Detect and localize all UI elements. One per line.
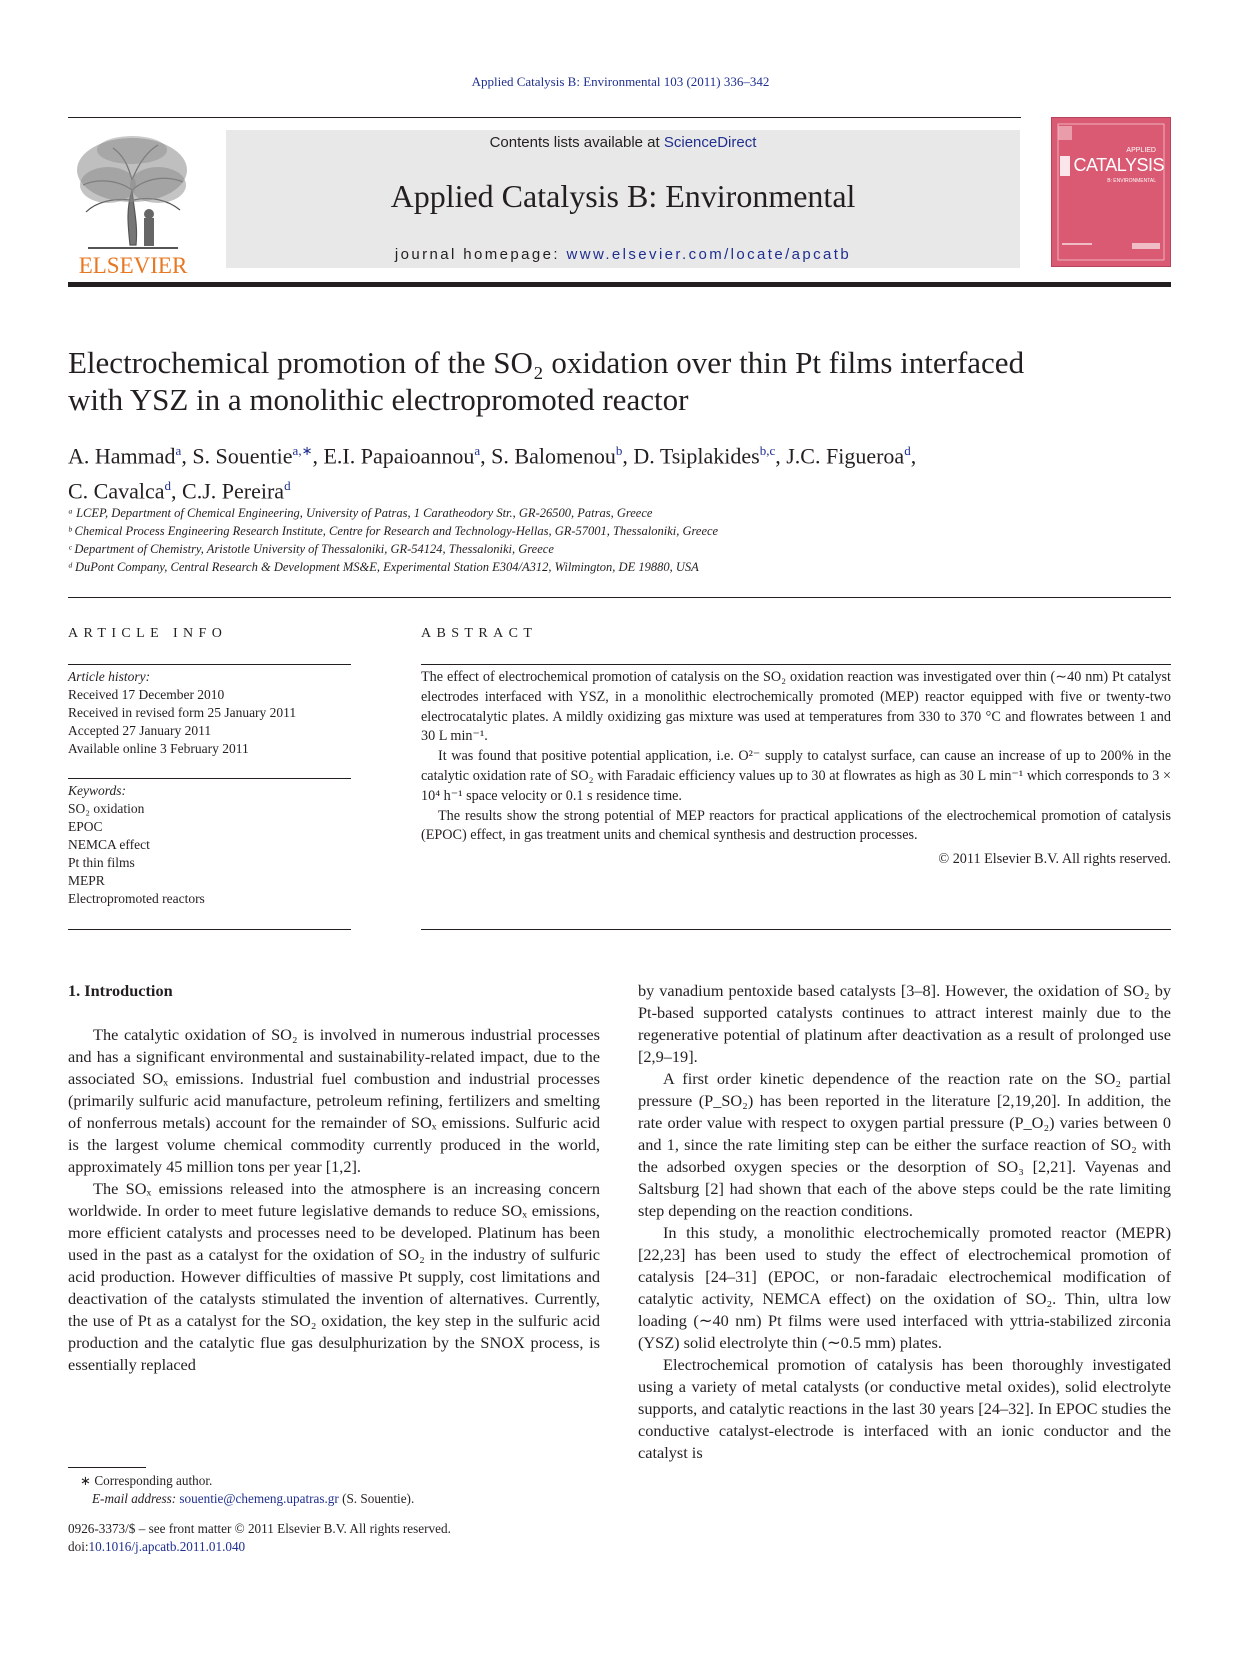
cover-top-text: APPLIED <box>1126 147 1156 154</box>
affiliations-rule <box>68 597 1171 598</box>
article-info-rule <box>68 664 351 665</box>
affiliation: ᵇ Chemical Process Engineering Research Institute, Centre for Research and Technology-Hellas, GR-57001, Thessaloniki, Greece <box>68 524 719 538</box>
email-label: E-mail address: <box>92 1491 180 1506</box>
abstract-rule <box>421 664 1171 665</box>
journal-banner <box>226 130 1020 268</box>
abstract-copyright: © 2011 Elsevier B.V. All rights reserved. <box>938 851 1171 868</box>
homepage-label: journal homepage: <box>394 246 567 263</box>
keywords-rule <box>68 778 351 779</box>
author-name: J.C. Figueroa <box>786 443 905 469</box>
affiliations <box>68 504 1168 576</box>
homepage-link[interactable]: www.elsevier.com/locate/apcatb <box>566 246 852 263</box>
affiliation: ᵈ DuPont Company, Central Research & Development MS&E, Experimental Station E304/A312, Wilmington, DE 19880, USA <box>68 560 699 574</box>
elsevier-logo <box>68 130 198 280</box>
article-title <box>68 344 1168 418</box>
body-column-right <box>638 980 1171 1464</box>
contents-line <box>226 134 1020 151</box>
header-thick-rule <box>68 282 1171 287</box>
body-paragraph: The catalytic oxidation of SO₂ is involved in numerous industrial processes and has a significant environmental and sustainability-related impact, due to the associated SOₓ emissions. Industrial fuel combustion and industrial processes (primarily sulfuric acid manufacture, petroleum refining, fertilizers and smelting of nonferrous metals) account for the remainder of SOₓ emissions. Sulfuric acid is the largest volume chemical commodity currently produced in the world, approximately 45 million tons per year [1,2]. <box>68 1025 600 1176</box>
journal-title: Applied Catalysis B: Environmental <box>390 178 856 214</box>
abstract-paragraph: The effect of electrochemical promotion of catalysis on the SO₂ oxidation reaction was investigated over thin (∼40 nm) Pt catalyst electrodes interfaced with YSZ, in a monolithic electrochemically promoted (MEP) reactor equipped with five or twenty-two electrocatalytic plates. A mildly oxidizing gas mixture was used at temperatures from 330 to 370 °C and flowrates between 1 and 30 L min⁻¹. <box>421 669 1171 745</box>
contents-prefix: Contents lists available at <box>489 134 664 151</box>
body-paragraph: by vanadium pentoxide based catalysts [3–8]. However, the oxidation of SO₂ by Pt-based supported catalysts continues to attract interest mainly due to the regenerative potential of platinum after deactivation as a result of prolonged use [2,9–19]. <box>638 981 1171 1066</box>
journal-cover[interactable] <box>1051 117 1171 267</box>
author-affil-mark[interactable]: a <box>175 443 182 458</box>
keyword: Pt thin films <box>68 855 135 870</box>
author-name: A. Hammad <box>68 443 176 469</box>
abstract-paragraph: It was found that positive potential application, i.e. O²⁻ supply to catalyst surface, can cause an increase of up to 200% in the catalytic oxidation rate of SO₂ with Faradaic efficiency values up to 30 at flowrates as high as 30 L min⁻¹ which corresponds to 3 × 10⁴ h⁻¹ space velocity or 0.1 s residence time. <box>421 748 1171 804</box>
cover-subtitle: B: ENVIRONMENTAL <box>1107 178 1156 184</box>
keyword: NEMCA effect <box>68 837 150 852</box>
author-name: S. Balomenou <box>491 443 616 469</box>
history-item: Available online 3 February 2011 <box>68 741 249 756</box>
author-name: D. Tsiplakides <box>633 443 760 469</box>
publisher-name: ELSEVIER <box>78 253 188 278</box>
doi-label: doi: <box>68 1539 89 1554</box>
title-line-2: with YSZ in a monolithic electropromoted reactor <box>68 382 689 417</box>
title-line-1: Electrochemical promotion of the SO₂ oxidation over thin Pt films interfaced <box>68 345 1025 380</box>
footnote <box>68 1472 600 1508</box>
keyword: Electropromoted reactors <box>68 891 205 906</box>
section-heading: 1. Introduction <box>68 981 173 1000</box>
author-affil-mark[interactable]: d <box>164 478 172 494</box>
history-label: Article history: <box>68 669 151 684</box>
body-paragraph: The SOₓ emissions released into the atmosphere is an increasing concern worldwide. In order to meet future legislative demands to reduce SOₓ emissions, more efficient catalysts and processes need to be developed. Platinum has been used in the past as a catalyst for the oxidation of SO₂ in the industry of sulfuric acid production. However difficulties of massive Pt supply, cost limitations and deactivation of the catalysts stimulated the invention of alternatives. Currently, the use of Pt as a catalyst for the SO₂ oxidation, the key step in the sulfuric acid production and the catalytic flue gas desulphurization by the SNOX process, is essentially replaced <box>68 1179 600 1374</box>
author-affil-mark[interactable]: d <box>904 443 911 458</box>
keyword: EPOC <box>68 819 103 834</box>
body-paragraph: Electrochemical promotion of catalysis has been thoroughly investigated using a variety of metal catalysts (or conductive metal oxides), solid electrolyte supports, and catalytic reactions in the last 30 years [24–32]. In EPOC studies the conductive catalyst-electrode is interfaced with an ionic conductor and the catalyst is <box>638 1355 1171 1462</box>
author-affil-mark[interactable]: a <box>474 443 481 458</box>
abstract-paragraph: The results show the strong potential of MEP reactors for practical applications of the electrochemical promotion of catalysis (EPOC) effect, in gas treatment units and chemical synthesis and destruction processes. <box>421 807 1171 844</box>
article-info-heading: ARTICLE INFO <box>68 626 228 641</box>
history-item: Received 17 December 2010 <box>68 687 225 702</box>
abstract-heading: ABSTRACT <box>421 626 538 641</box>
author-name: S. Souentie <box>192 443 293 469</box>
author-affil-mark[interactable]: b,c <box>759 443 776 458</box>
body-column-left <box>68 980 600 1376</box>
history-item: Accepted 27 January 2011 <box>68 723 212 738</box>
author-affil-mark[interactable]: b <box>615 443 623 458</box>
keyword: SO₂ oxidation <box>68 801 145 816</box>
footnote-rule <box>68 1467 146 1468</box>
affiliation: ᶜ Department of Chemistry, Aristotle University of Thessaloniki, GR-54124, Thessaloniki, Greece <box>68 542 554 556</box>
cover-title: CATALYSIS <box>1073 155 1164 175</box>
sciencedirect-link[interactable]: ScienceDirect <box>663 134 757 151</box>
body-paragraph: A first order kinetic dependence of the reaction rate on the SO₂ partial pressure (P_SO₂) has been reported in the literature [2,19,20]. In addition, the rate order value with respect to oxygen partial pressure (P_O₂) varies between 0 and 1, since the rate limiting step can be either the surface reaction of SO₂ with the adsorbed oxygen species or the desorption of SO₃ [2,21]. Vayenas and Saltsburg [2] had shown that each of the above steps could be the rate limiting step depending on the reaction conditions. <box>638 1069 1171 1220</box>
keyword: MEPR <box>68 873 105 888</box>
cover-image-icon <box>1052 118 1170 266</box>
keywords-label: Keywords: <box>68 783 126 798</box>
email-suffix: (S. Souentie). <box>338 1491 415 1506</box>
journal-citation[interactable]: Applied Catalysis B: Environmental 103 (2011) 336–342 <box>471 74 770 89</box>
header-rule <box>68 117 1021 118</box>
issn-line: 0926-3373/$ – see front matter © 2011 Elsevier B.V. All rights reserved. <box>68 1521 451 1536</box>
elsevier-tree-icon <box>68 130 198 280</box>
history-item: Received in revised form 25 January 2011 <box>68 705 297 720</box>
author-list: A. Hammad$^a$, S. Souentie$^{a,∗}$, E.I. Papaioannou$^a$, S. Balomenou$^b$, D. Tsiplakides$^{b,c}$, J.C. Figueroa$^d$, C. Cavalca$^d$, C.J. Pereira$^d$ <box>68 443 917 504</box>
corresponding-author: ∗ Corresponding author. <box>80 1473 213 1488</box>
abstract-body <box>421 668 1171 870</box>
affiliation: ᵃ LCEP, Department of Chemical Engineering, University of Patras, 1 Caratheodory Str., GR-26500, Patras, Greece <box>68 506 653 520</box>
author-affil-mark[interactable]: d <box>284 478 291 494</box>
journal-homepage <box>226 246 1020 263</box>
abstract-bottom-rule <box>421 929 1171 930</box>
author-name: C.J. Pereira <box>182 478 285 504</box>
email-link[interactable]: souentie@chemeng.upatras.gr <box>179 1491 339 1506</box>
article-history <box>68 668 350 758</box>
body-paragraph: In this study, a monolithic electrochemically promoted reactor (MEPR) [22,23] has been used to study the effect of electrochemical promotion of catalysis [24–31] (EPOC, or non-faradaic electrochemical modification of catalytic activity, NEMCA effect) on the oxidation of SO₂. Thin, ultra low loading (∼40 nm) Pt films were used interfaced with yttria-stabilized zirconia (YSZ) solid electrolyte thin (∼0.5 mm) plates. <box>638 1223 1171 1352</box>
keywords <box>68 782 350 908</box>
author-affil-mark[interactable]: a,∗ <box>292 443 313 458</box>
author-name: E.I. Papaioannou <box>323 443 475 469</box>
doi-link[interactable]: 10.1016/j.apcatb.2011.01.040 <box>88 1539 246 1554</box>
author-name: C. Cavalca <box>68 478 165 504</box>
front-matter <box>68 1520 668 1556</box>
info-bottom-rule <box>68 929 351 930</box>
